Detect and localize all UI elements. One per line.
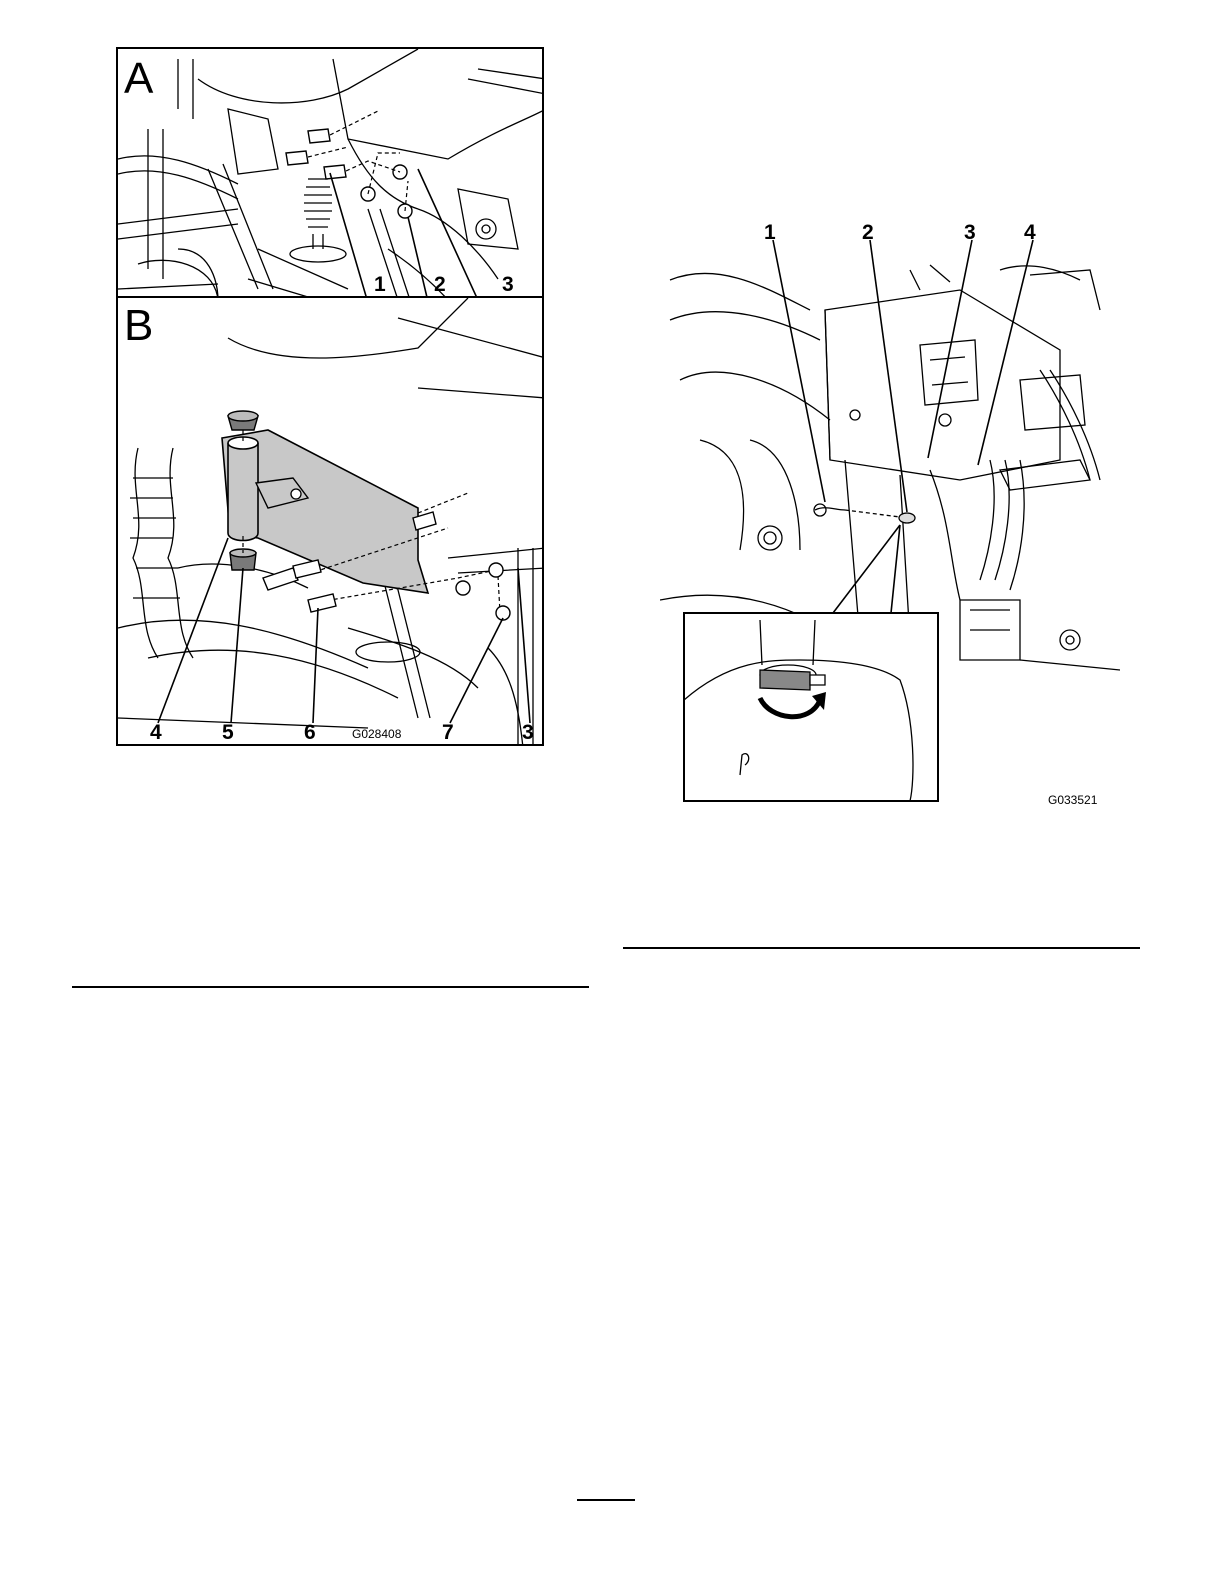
panel-b-letter: B [124,301,154,350]
panel-b-drawing [118,298,544,746]
divider-right [623,947,1140,949]
figure-right-drawing [660,220,1120,820]
figure-left [0,0,600,760]
callout-a-1: 1 [374,273,386,296]
callout-r-4: 4 [1024,221,1036,244]
panel-a-letter: A [124,54,154,103]
callout-b-4: 4 [150,721,162,744]
callout-r-1: 1 [764,221,776,244]
figure-code-left: G028408 [352,727,402,741]
divider-left [72,986,589,988]
figure-right [660,220,1120,820]
callout-a-2: 2 [434,273,446,296]
callout-b-5: 5 [222,721,234,744]
panel-a-drawing [118,49,544,298]
callout-r-3: 3 [964,221,976,244]
callout-b-3: 3 [522,721,534,744]
callout-b-7: 7 [442,721,454,744]
figure-code-right: G033521 [1048,793,1098,807]
callout-b-6: 6 [304,721,316,744]
callout-a-3: 3 [502,273,514,296]
page-number-rule [577,1499,635,1501]
panel-b [116,296,544,746]
callout-r-2: 2 [862,221,874,244]
panel-a [116,47,544,298]
